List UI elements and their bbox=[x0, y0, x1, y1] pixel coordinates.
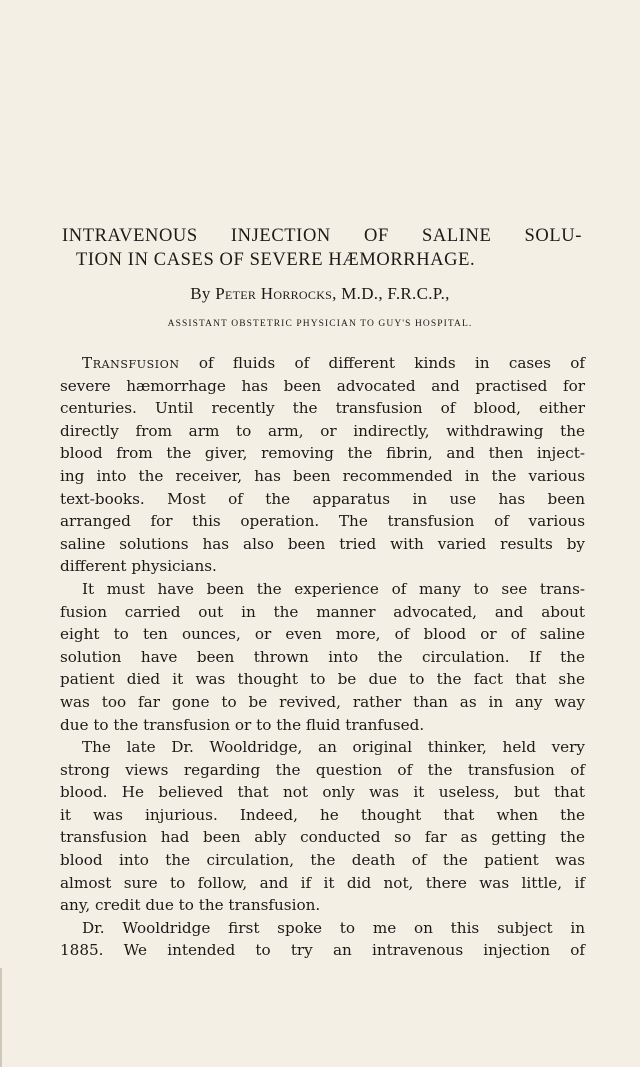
text-line: It must have been the experience of many to see trans- bbox=[82, 579, 585, 598]
text-line: any, credit due to the transfusion. bbox=[60, 896, 321, 915]
text-line: ing into the receiver, has been recommended in the various bbox=[60, 466, 585, 485]
text-line: severe hæmorrhage has been advocated and practised for bbox=[60, 376, 585, 395]
lead-word: Transfusion bbox=[82, 354, 180, 372]
article-body bbox=[60, 352, 585, 962]
text-line: solution have been thrown into the circulation. If the bbox=[60, 647, 585, 666]
text-line: it was injurious. Indeed, he thought that when the bbox=[60, 805, 585, 824]
paragraph-3 bbox=[60, 736, 585, 917]
text-line: text-books. Most of the apparatus in use has been bbox=[60, 489, 585, 508]
text-line: blood from the giver, removing the fibrin, and then inject- bbox=[60, 444, 585, 463]
text-line: 1885. We intended to try an intravenous injection of bbox=[60, 941, 585, 960]
text-line: directly from arm to arm, or indirectly, withdrawing the bbox=[60, 421, 585, 440]
text-line: transfusion had been ably conducted so far as getting the bbox=[60, 828, 585, 847]
title-line-1: INTRAVENOUS INJECTION OF SALINE SOLU- bbox=[62, 226, 582, 246]
text-line: centuries. Until recently the transfusion of blood, either bbox=[60, 399, 585, 418]
text-line: due to the transfusion or to the fluid tranfused. bbox=[60, 715, 425, 734]
title-line-2: TION IN CASES OF SEVERE HÆMORRHAGE. bbox=[76, 250, 476, 270]
page-edge-shadow bbox=[0, 968, 2, 1067]
author-name: Peter Horrocks bbox=[215, 284, 333, 303]
text-line: almost sure to follow, and if it did not, there was little, if bbox=[60, 873, 585, 892]
author-byline bbox=[0, 284, 640, 304]
paragraph-2 bbox=[60, 578, 585, 736]
author-position: ASSISTANT OBSTETRIC PHYSICIAN TO GUY'S HOSPITAL. bbox=[167, 319, 473, 329]
paragraph-1 bbox=[60, 352, 585, 578]
text-line: strong views regarding the question of the transfusion of bbox=[60, 760, 585, 779]
text-line: The late Dr. Wooldridge, an original thinker, held very bbox=[82, 738, 585, 757]
text-line: Transfusion of fluids of different kinds in cases of bbox=[82, 354, 585, 372]
text-line: arranged for this operation. The transfusion of various bbox=[60, 512, 585, 531]
text-line: blood. He believed that not only was it useless, but that bbox=[60, 783, 585, 802]
text-line: Dr. Wooldridge first spoke to me on this subject in bbox=[82, 918, 585, 937]
text-line: fusion carried out in the manner advocated, and about bbox=[60, 602, 585, 621]
byline-prefix: By bbox=[190, 284, 211, 303]
text-line: patient died it was thought to be due to the fact that she bbox=[60, 670, 585, 689]
article-title bbox=[62, 224, 582, 272]
text-line: was too far gone to be revived, rather than as in any way bbox=[60, 692, 585, 711]
text-line: saline solutions has also been tried with varied results by bbox=[60, 534, 585, 553]
text-line: different physicians. bbox=[60, 557, 217, 576]
text-line: eight to ten ounces, or even more, of blood or of saline bbox=[60, 625, 585, 644]
text-line: blood into the circulation, the death of the patient was bbox=[60, 851, 585, 870]
author-degrees: , M.D., F.R.C.P., bbox=[332, 284, 450, 303]
paragraph-4 bbox=[60, 917, 585, 962]
